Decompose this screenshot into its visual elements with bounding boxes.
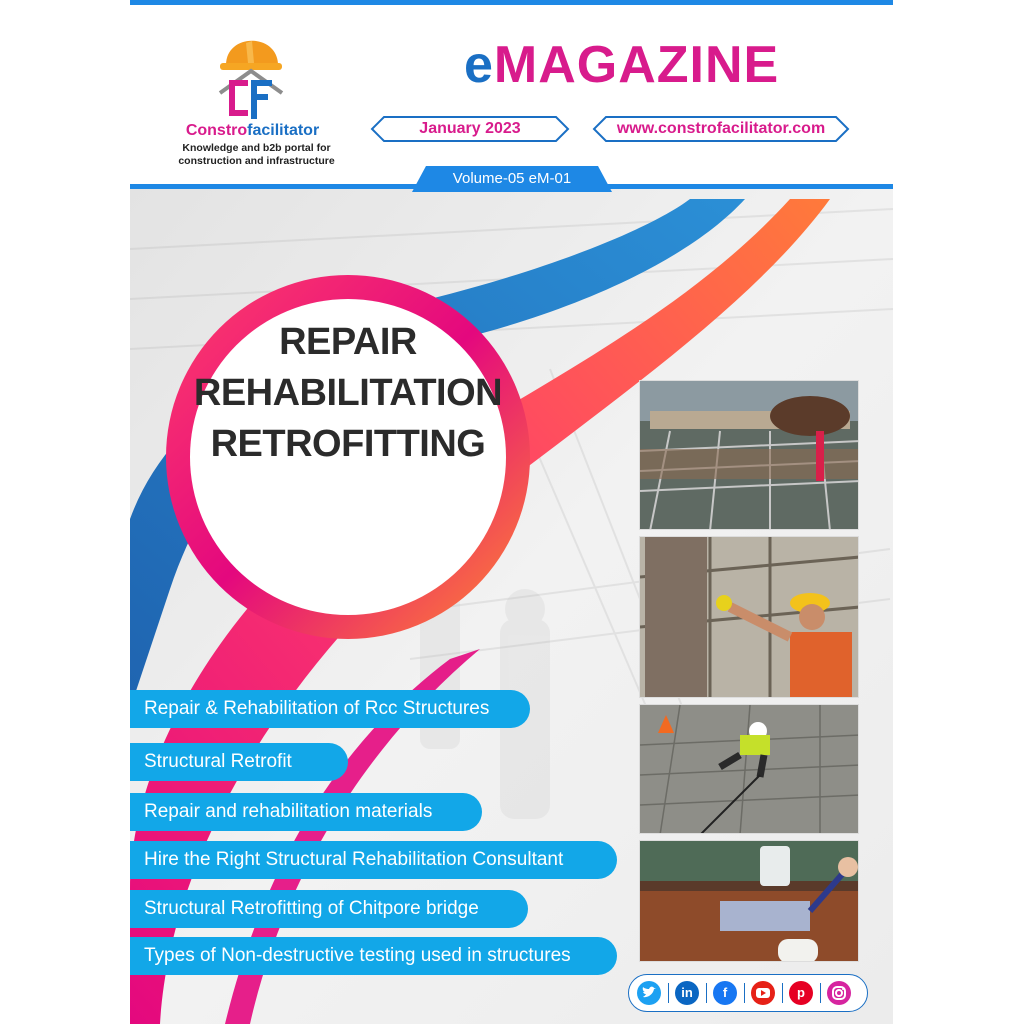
website-link[interactable]: www.constrofacilitator.com xyxy=(616,120,826,137)
topic-item[interactable]: Hire the Right Structural Rehabilitation Consultant xyxy=(130,841,617,879)
social-separator xyxy=(744,983,745,1003)
tagline-line1: Knowledge and b2b portal for xyxy=(182,142,331,154)
social-links-bar xyxy=(628,974,868,1012)
topic-item[interactable]: Repair and rehabilitation materials xyxy=(130,793,482,831)
masthead xyxy=(130,5,893,185)
brand-tagline xyxy=(144,142,369,168)
brand-name xyxy=(175,122,330,140)
pinterest-icon[interactable]: p xyxy=(789,981,813,1005)
emagazine-title-rest: MAGAZINE xyxy=(493,36,780,94)
magazine-cover xyxy=(130,0,893,1024)
social-separator xyxy=(782,983,783,1003)
topic-item[interactable]: Structural Retrofitting of Chitpore bridge xyxy=(130,890,528,928)
photo-slab-repair xyxy=(639,380,859,530)
cover-title-line3: RETROFITTING xyxy=(210,423,486,465)
brand-name-part1: Constro xyxy=(185,122,248,139)
photo-worker-column xyxy=(639,536,859,698)
tagline-line2: construction and infrastructure xyxy=(178,155,335,167)
topic-item[interactable]: Structural Retrofit xyxy=(130,743,348,781)
facebook-icon[interactable]: f xyxy=(713,981,737,1005)
website-pill[interactable] xyxy=(592,115,850,143)
emagazine-title-e: e xyxy=(464,36,494,94)
volume-tab xyxy=(412,166,612,192)
issue-date-pill xyxy=(370,115,570,143)
cover-title xyxy=(188,317,508,470)
volume-label: Volume-05 eM-01 xyxy=(452,170,572,187)
topic-item[interactable]: Repair & Rehabilitation of Rcc Structures xyxy=(130,690,530,728)
cover-title-line1: REPAIR xyxy=(279,321,417,363)
twitter-icon[interactable] xyxy=(637,981,661,1005)
youtube-icon[interactable] xyxy=(751,981,775,1005)
emagazine-title xyxy=(464,35,779,95)
social-separator xyxy=(820,983,821,1003)
constrofacilitator-logo xyxy=(218,35,284,121)
cover-title-line2: REHABILITATION xyxy=(193,372,503,414)
brand-name-part2: facilitator xyxy=(247,122,320,139)
topic-item[interactable]: Types of Non-destructive testing used in structures xyxy=(130,937,617,975)
social-separator xyxy=(668,983,669,1003)
photo-pipe-coating xyxy=(639,840,859,962)
issue-date: January 2023 xyxy=(419,120,521,137)
social-separator xyxy=(706,983,707,1003)
linkedin-icon[interactable]: in xyxy=(675,981,699,1005)
instagram-icon[interactable] xyxy=(827,981,851,1005)
photo-floor-work xyxy=(639,704,859,834)
